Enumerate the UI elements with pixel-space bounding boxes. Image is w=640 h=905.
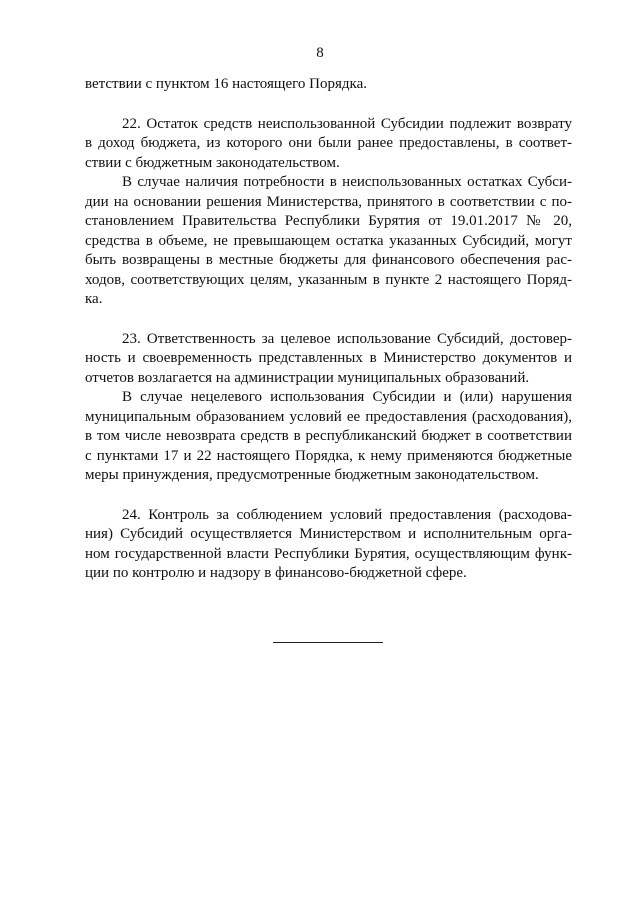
text-line: в доход бюджета, из которого они были ранее предоставлены, в соответ-: [85, 135, 572, 151]
text-line: отчетов возлагается на администрации муниципальных образований.: [85, 369, 530, 386]
paragraph-gap: [85, 310, 572, 330]
text-line: 24. Контроль за соблюдением условий предоставления (расходова-: [122, 506, 572, 523]
text-line: ции по контролю и надзору в финансово-бюджетной сфере.: [85, 565, 467, 581]
text-line: ка.: [85, 291, 103, 307]
text-line: В случае нецелевого использования Субсидии и (или) нарушения: [122, 389, 572, 405]
text-line: ветствии с пунктом 16 настоящего Порядка.: [85, 76, 367, 92]
paragraph-gap: [85, 95, 572, 115]
text-line: в том числе невозврата средств в республиканский бюджет в соответствии: [85, 428, 572, 444]
text-line: 23. Ответственность за целевое использование Субсидий, достовер-: [122, 330, 572, 347]
paragraph-24: [85, 506, 572, 584]
text-line: ствии с бюджетным законодательством.: [85, 154, 340, 171]
text-line: ность и своевременность представленных в Министерство документов и: [85, 350, 572, 366]
text-line: с пунктами 17 и 22 настоящего Порядка, к нему применяются бюджетные: [85, 447, 572, 464]
text-line: 22. Остаток средств неиспользованной Субсидии подлежит возврату: [122, 115, 572, 132]
text-line: дии на основании решения Министерства, принятого в соответствии с по-: [85, 193, 572, 210]
page-number: 8: [316, 45, 324, 61]
text-line: В случае наличия потребности в неиспользованных остатках Субси-: [122, 174, 572, 190]
text-line: муниципальным образованием условий ее предоставления (расходования),: [85, 408, 572, 425]
text-line: средства в объеме, не превышающем остатка указанных Субсидий, могут: [85, 232, 572, 249]
document-body: [85, 75, 572, 584]
text-line: ния) Субсидий осуществляется Министерством и исполнительным орга-: [85, 526, 572, 542]
text-line: ном государственной власти Республики Бурятия, осуществляющим функ-: [85, 545, 572, 562]
paragraph-22-remainder: [85, 173, 572, 310]
paragraph-23-remainder: [85, 388, 572, 486]
paragraph-22: [85, 115, 572, 174]
paragraph-continuation: [85, 75, 572, 95]
text-line: становлением Правительства Республики Бурятия от 19.01.2017 № 20,: [85, 213, 572, 229]
text-line: ходов, соответствующих целям, указанным в пункте 2 настоящего Поряд-: [85, 271, 572, 288]
text-line: меры принуждения, предусмотренные бюджетным законодательством.: [85, 467, 539, 483]
end-of-document-divider: [273, 642, 383, 643]
paragraph-gap: [85, 486, 572, 506]
paragraph-23: [85, 330, 572, 389]
text-line: быть возвращены в местные бюджеты для финансового обеспечения рас-: [85, 252, 572, 268]
